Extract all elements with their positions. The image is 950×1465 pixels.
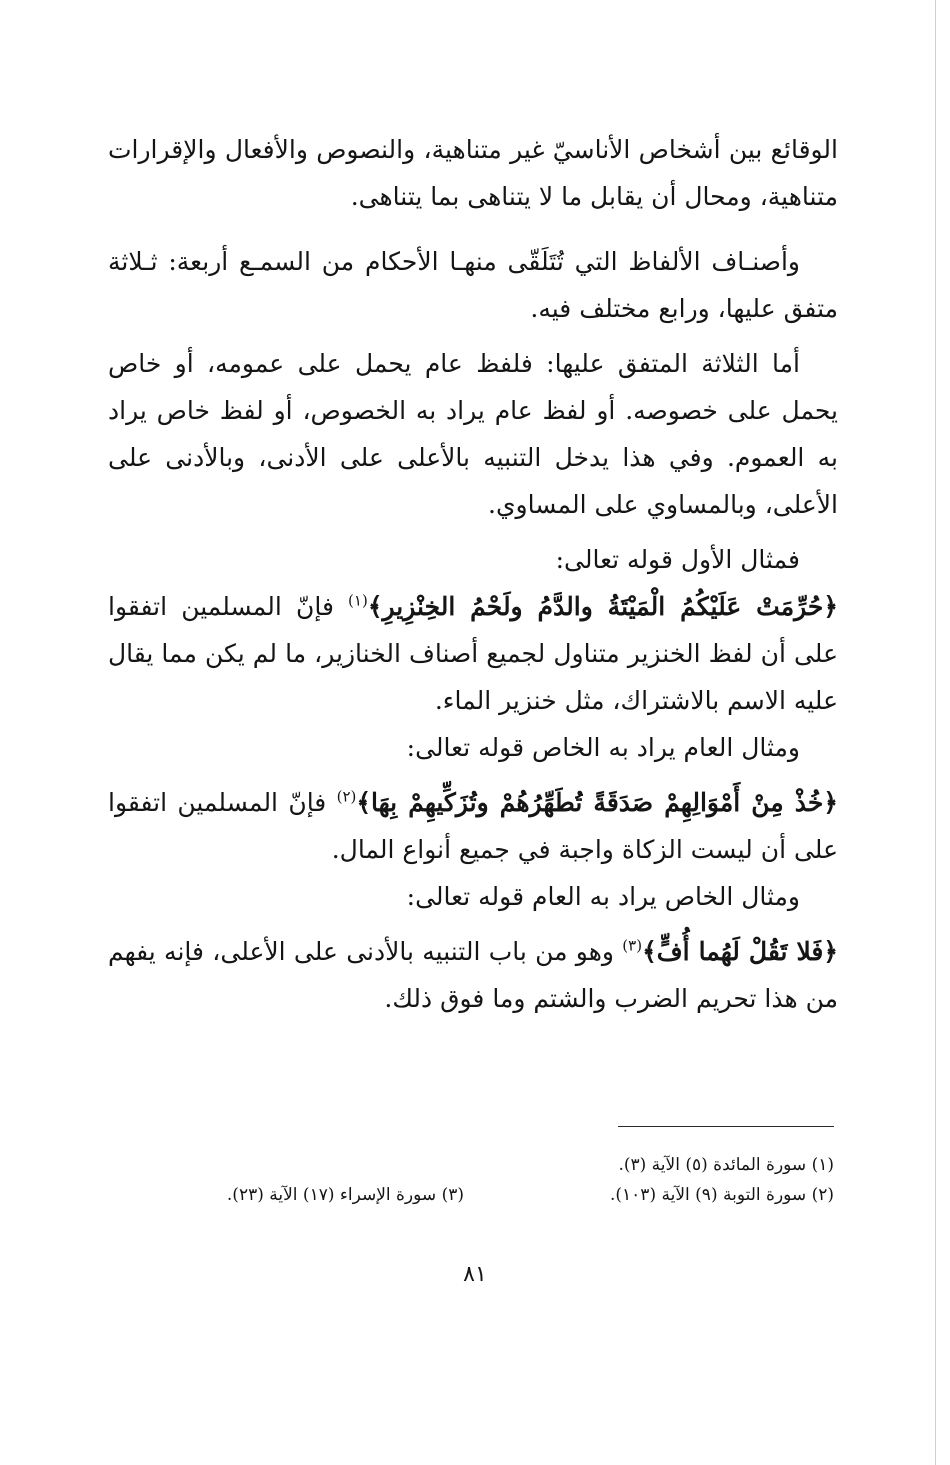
example-1-text: فإنّ المسلمين اتفقوا على أن لفظ الخنزير متناول لجميع أصناف الخنازير، ما لم يكن مما يقال عليه الاسم بالاشتراك، مثل خنزير الماء. <box>108 592 838 715</box>
footnote-1: (١) سورة المائدة (٥) الآية (٣). <box>618 1155 834 1175</box>
quran-verse-3: ﴿فَلا تَقُلْ لَهُما أُفٍّ﴾ <box>642 937 838 966</box>
footnote-ref-2: (٢) <box>336 787 357 806</box>
quran-verse-2: ﴿خُذْ مِنْ أَمْوَالِهِمْ صَدَقَةً تُطَهِّرُهُمْ وتُزَكِّيهِمْ بِهَا﴾ <box>356 788 838 817</box>
quran-verse-1: ﴿حُرِّمَتْ عَلَيْكُمُ الْمَيْتَةُ والدَّمُ ولَحْمُ الخِنْزِيرِ﴾ <box>367 592 838 621</box>
example-1-intro: فمثال الأول قوله تعالى: <box>555 545 800 574</box>
example-3-paragraph <box>108 928 838 1022</box>
example-2-intro: ومثال العام يراد به الخاص قوله تعالى: <box>406 733 800 762</box>
footnote-row-1 <box>108 1150 834 1180</box>
example-3-intro: ومثال الخاص يراد به العام قوله تعالى: <box>406 882 800 911</box>
footnotes <box>108 1150 834 1210</box>
page-number: ٨١ <box>463 1262 487 1287</box>
footnote-ref-3: (٣) <box>622 936 643 955</box>
paragraph-2: وأصنـاف الألفاظ التي تُتَلَقّى منهـا الأحكام من السمـع أربعة: ثـلاثة متفق عليها، ورابع مختلف فيه. <box>108 247 838 323</box>
paragraph-1: الوقائع بين أشخاص الأناسيّ غير متناهية، والنصوص والأفعال والإقرارات متناهية، ومحال أن يقابل ما لا يتناهى بما يتناهى. <box>108 135 838 211</box>
footnote-ref-1: (١) <box>348 591 368 610</box>
example-2-text: فإنّ المسلمين اتفقوا على أن ليست الزكاة واجبة في جميع أنواع المال. <box>108 788 838 864</box>
footnote-3: (٣) سورة الإسراء (١٧) الآية (٢٣). <box>226 1185 464 1205</box>
scan-edge-line <box>935 0 936 1465</box>
main-text <box>108 126 838 1022</box>
example-3-text: وهو من باب التنبيه بالأدنى على الأعلى، فإنه يفهم من هذا تحريم الضرب والشتم وما فوق ذلك. <box>108 937 838 1013</box>
footnote-2: (٢) سورة التوبة (٩) الآية (١٠٣). <box>610 1185 834 1205</box>
example-2-paragraph <box>108 779 838 873</box>
example-1-paragraph <box>108 583 838 724</box>
footnote-row-2 <box>108 1180 834 1210</box>
footnote-separator <box>618 1126 834 1127</box>
paragraph-3: أما الثلاثة المتفق عليها: فلفظ عام يحمل على عمومه، أو خاص يحمل على خصوصه. أو لفظ عام يراد به الخصوص، أو لفظ خاص يراد به العموم. وفي هذا يدخل التنبيه بالأعلى على الأدنى، وبالأدنى على الأعلى، وبالمساوي على المساوي. <box>108 349 838 519</box>
